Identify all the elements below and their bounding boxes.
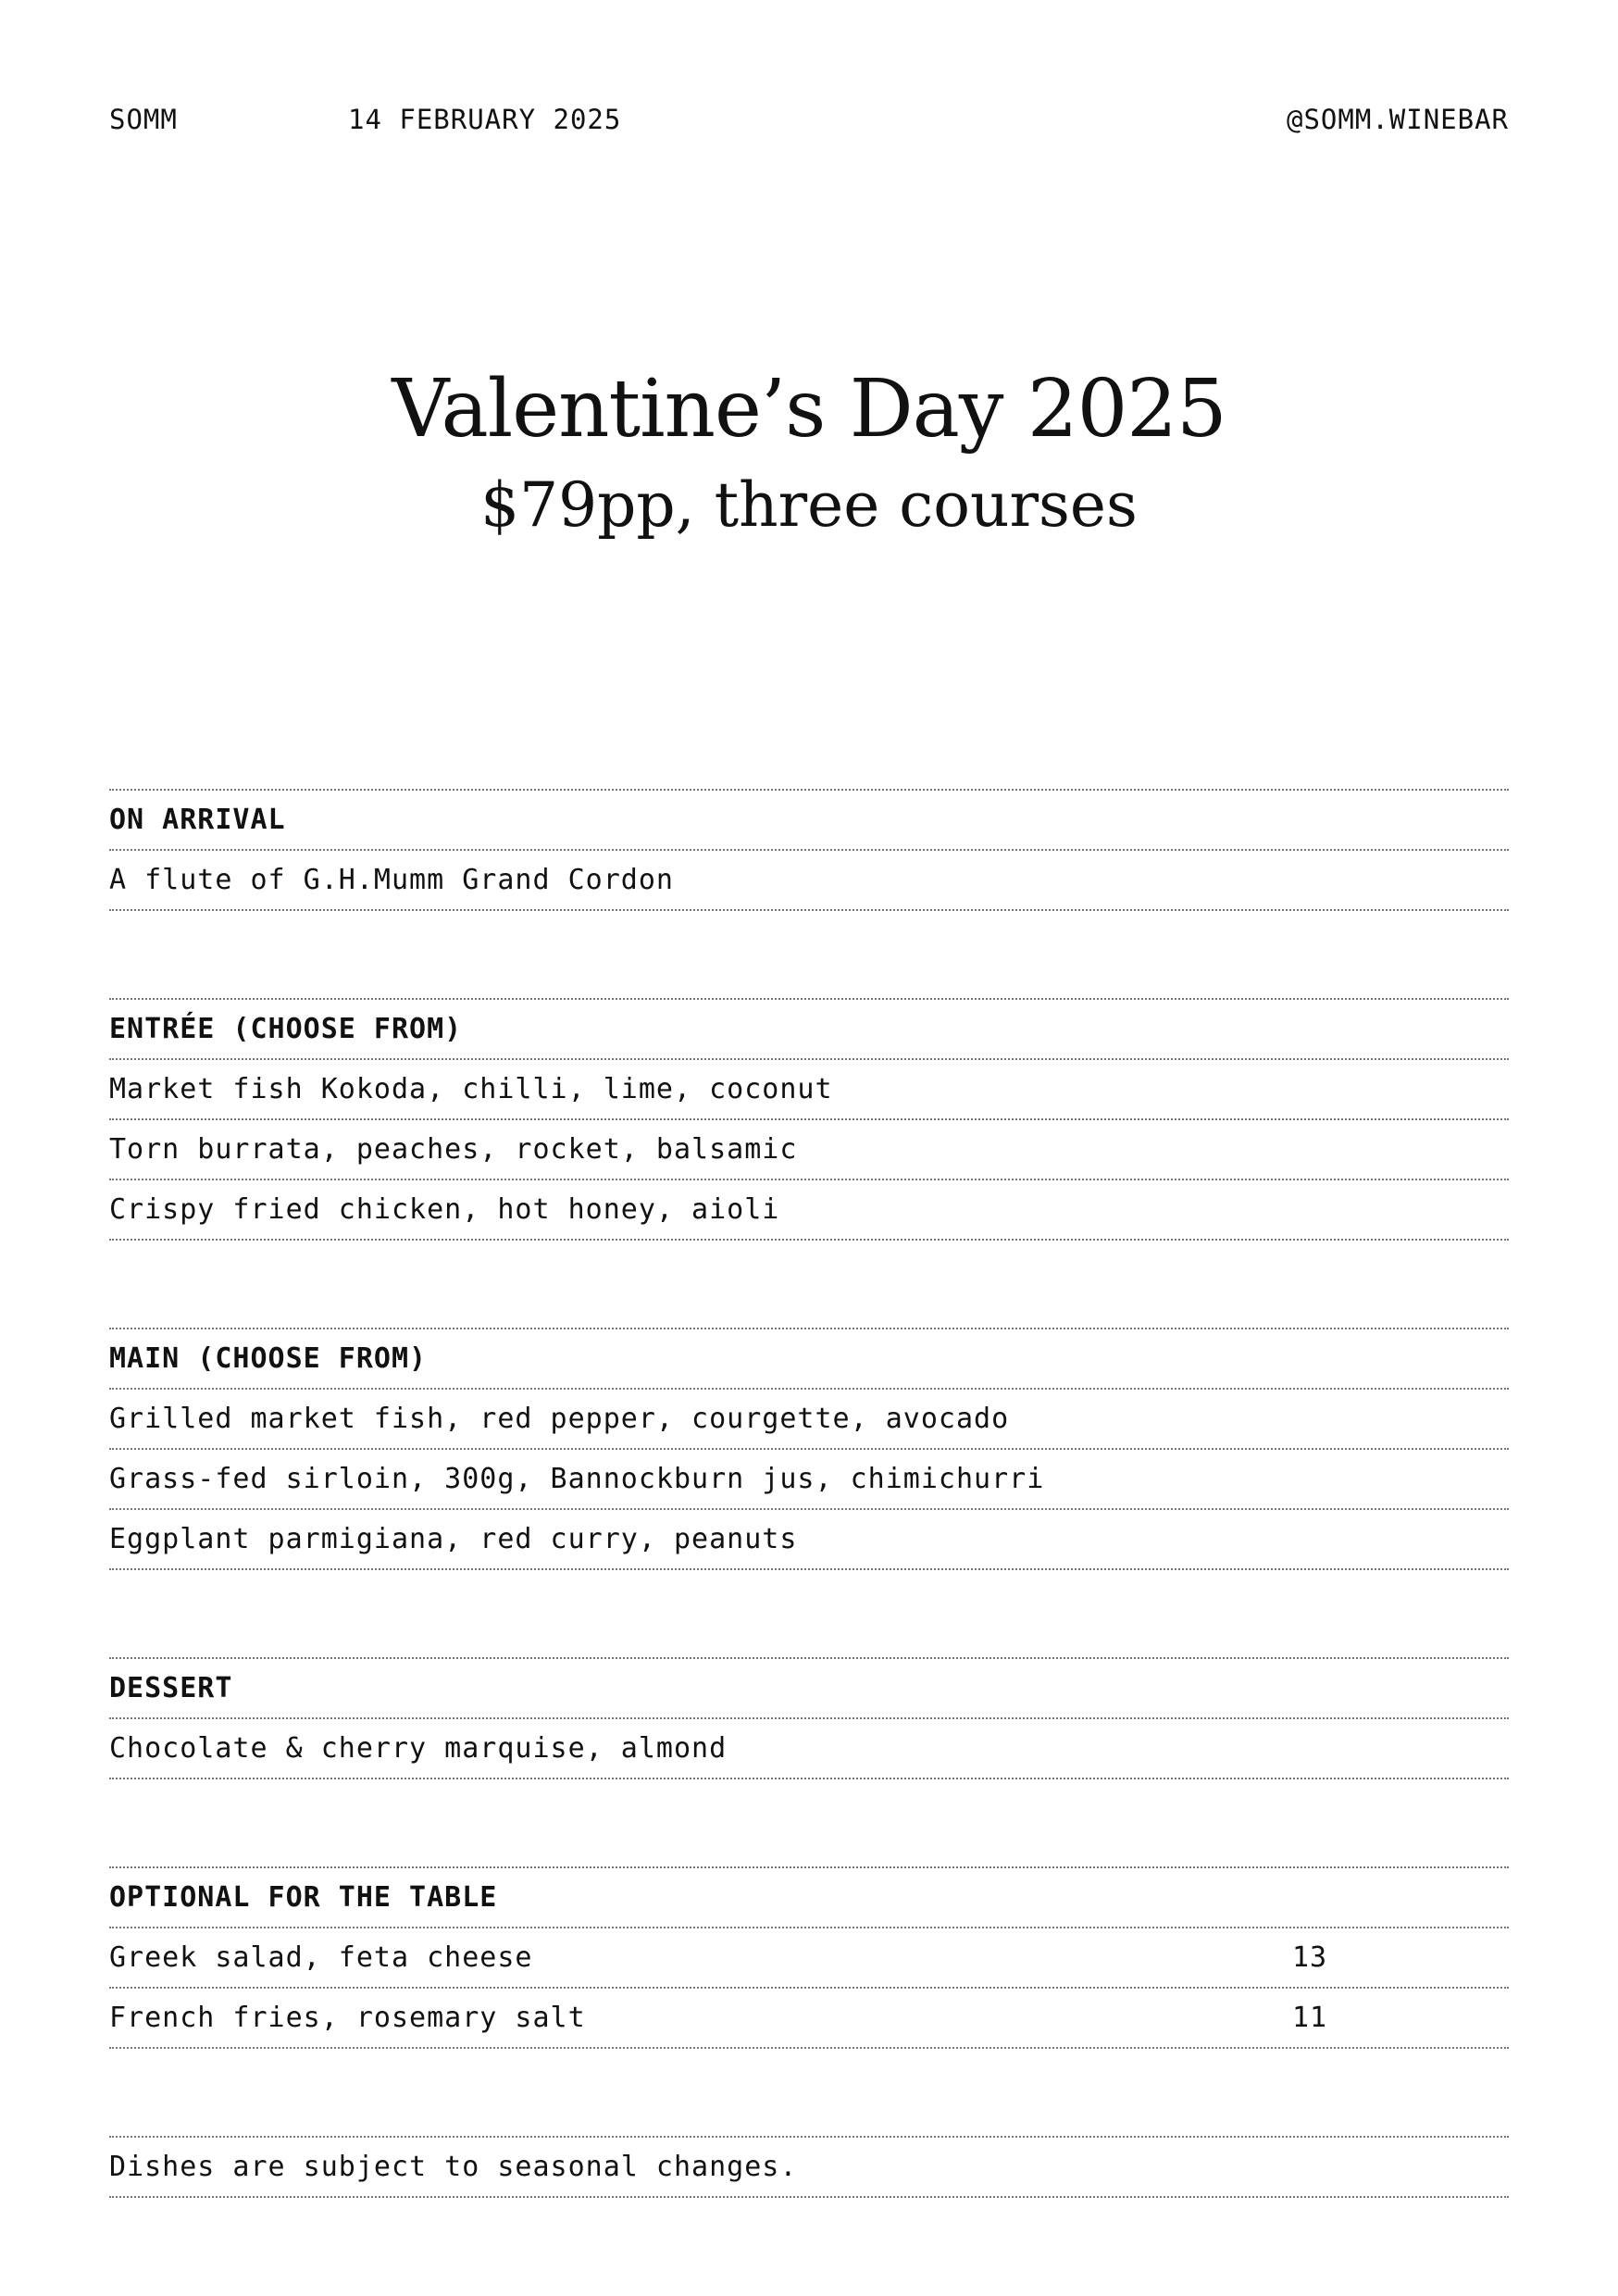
menu — [109, 789, 1509, 2285]
menu-item: Grass-fed sirloin, 300g, Bannockburn jus, chimichurri — [109, 1450, 1509, 1510]
menu-item: Chocolate & cherry marquise, almond — [109, 1719, 1509, 1779]
section-footnote — [109, 2136, 1509, 2198]
section-entree — [109, 998, 1509, 1241]
menu-item: Eggplant parmigiana, red curry, peanuts — [109, 1510, 1509, 1570]
menu-item — [109, 1989, 1509, 2049]
footnote: Dishes are subject to seasonal changes. — [109, 2138, 1509, 2198]
page-header — [109, 104, 1509, 141]
section-heading: ENTRÉE (CHOOSE FROM) — [109, 1000, 1509, 1060]
menu-item — [109, 1928, 1509, 1989]
page-subtitle: $79pp, three courses — [480, 469, 1138, 541]
menu-item: Torn burrata, peaches, rocket, balsamic — [109, 1120, 1509, 1180]
section-main — [109, 1328, 1509, 1570]
social-handle: @SOMM.WINEBAR — [1287, 104, 1509, 135]
menu-item-name: French fries, rosemary salt — [109, 2002, 586, 2034]
menu-item-name: Greek salad, feta cheese — [109, 1941, 533, 1974]
menu-item-price: 13 — [1292, 1941, 1328, 1974]
section-heading: MAIN (CHOOSE FROM) — [109, 1329, 1509, 1390]
brand-name: SOMM — [109, 104, 178, 135]
menu-item: Crispy fried chicken, hot honey, aioli — [109, 1180, 1509, 1241]
menu-item: Grilled market fish, red pepper, courgette, avocado — [109, 1390, 1509, 1450]
menu-item-price: 11 — [1292, 2002, 1328, 2034]
event-date: 14 FEBRUARY 2025 — [348, 104, 622, 135]
section-optional — [109, 1866, 1509, 2049]
section-heading: ON ARRIVAL — [109, 791, 1509, 851]
page-title: Valentine’s Day 2025 — [392, 363, 1226, 455]
section-heading: DESSERT — [109, 1659, 1509, 1719]
section-on-arrival — [109, 789, 1509, 911]
section-heading: OPTIONAL FOR THE TABLE — [109, 1868, 1509, 1928]
title-block — [0, 361, 1618, 550]
section-dessert — [109, 1657, 1509, 1779]
menu-item: Market fish Kokoda, chilli, lime, coconut — [109, 1060, 1509, 1120]
menu-item: A flute of G.H.Mumm Grand Cordon — [109, 851, 1509, 911]
